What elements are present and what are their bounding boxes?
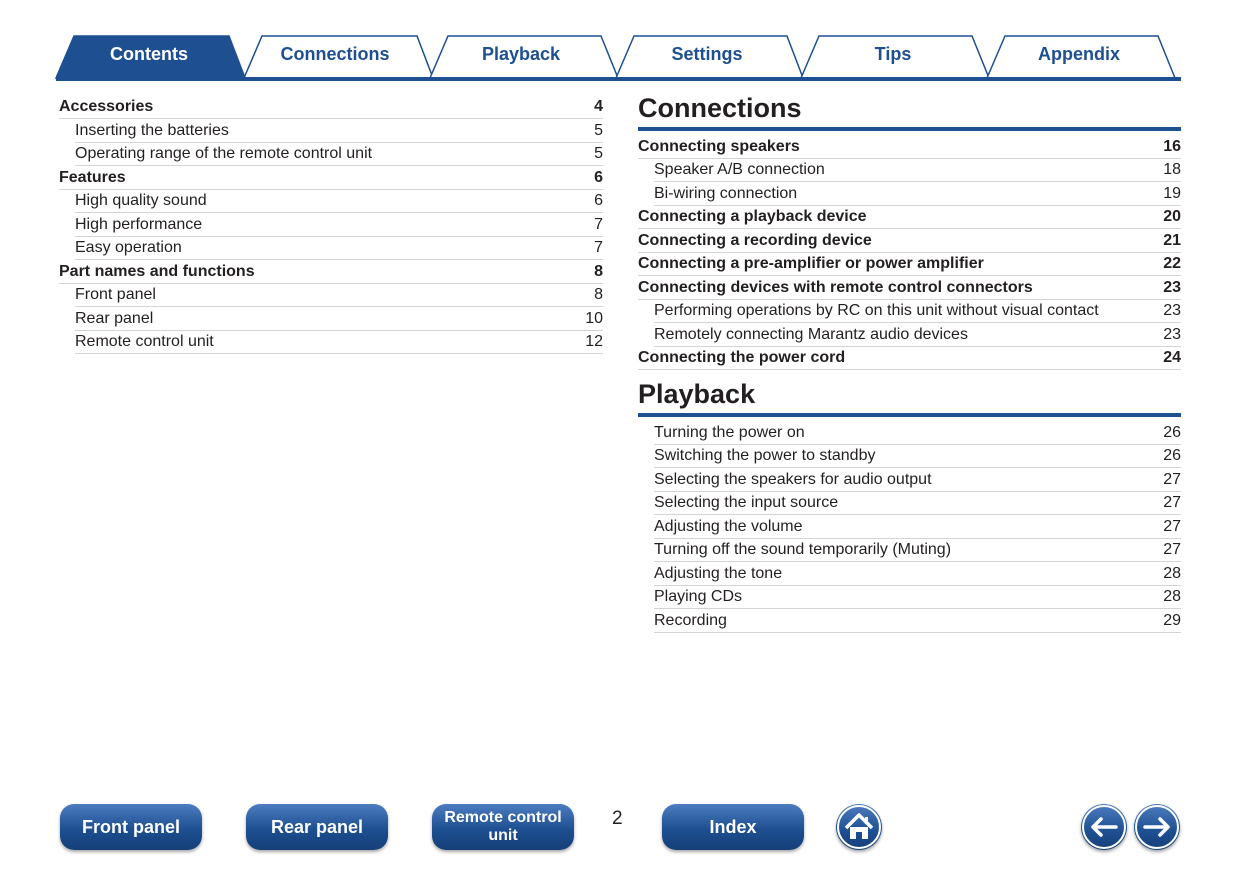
toc-item-title: Adjusting the tone <box>654 565 783 582</box>
toc-item-title: Connecting speakers <box>638 138 800 155</box>
toc-item-page: 23 <box>1163 326 1181 343</box>
toc-item-page: 26 <box>1163 424 1181 441</box>
toc-item-tone[interactable] <box>654 562 1181 586</box>
back-button[interactable] <box>1081 804 1127 850</box>
toc-item-playing-cds[interactable] <box>654 585 1181 609</box>
toc-item-page: 27 <box>1163 518 1181 535</box>
toc-item-title: Front panel <box>75 286 156 303</box>
toc-item-page: 21 <box>1163 232 1181 249</box>
tab-baseline <box>56 77 1181 81</box>
toc-item-page: 19 <box>1163 185 1181 202</box>
rear-panel-label: Rear panel <box>270 817 364 837</box>
toc-item-page: 23 <box>1163 302 1181 319</box>
toc-item-title: Playing CDs <box>654 588 743 605</box>
tab-contents[interactable]: Contents <box>110 44 188 64</box>
front-panel-button[interactable] <box>60 804 202 850</box>
toc-item-title: Inserting the batteries <box>75 122 229 139</box>
toc-item-title: Easy operation <box>75 239 182 256</box>
toc-item-page: 6 <box>594 169 603 186</box>
forward-button[interactable] <box>1134 804 1180 850</box>
page-number: 2 <box>612 808 623 829</box>
toc-item-playback-device[interactable] <box>638 205 1181 229</box>
toc-item-rc-without-visual[interactable] <box>654 299 1181 323</box>
toc-item-volume[interactable] <box>654 515 1181 539</box>
toc-item-title: Selecting the speakers for audio output <box>654 471 932 488</box>
toc-item-title: Rear panel <box>75 310 154 327</box>
toc-item-page: 27 <box>1163 541 1181 558</box>
toc-item-page: 8 <box>594 286 603 303</box>
toc-item-title: Adjusting the volume <box>654 518 803 535</box>
toc-item-page: 22 <box>1163 255 1181 272</box>
toc-item-title: Remote control unit <box>75 333 214 350</box>
tab-bar <box>0 0 1240 82</box>
toc-item-page: 8 <box>594 263 603 280</box>
toc-item-page: 5 <box>594 122 603 139</box>
toc-item-marantz-devices[interactable] <box>654 323 1181 347</box>
toc-item-recording[interactable] <box>654 609 1181 633</box>
toc-item-title: Turning the power on <box>654 424 805 441</box>
toc-item-page: 5 <box>594 145 603 162</box>
toc-item-select-speakers[interactable] <box>654 468 1181 492</box>
toc-item-page: 26 <box>1163 447 1181 464</box>
toc-item-title: High quality sound <box>75 192 207 209</box>
toc-item-title: Switching the power to standby <box>654 447 876 464</box>
toc-item-page: 28 <box>1163 565 1181 582</box>
toc-item-easy-operation[interactable] <box>75 236 603 260</box>
toc-item-title: Features <box>59 169 126 186</box>
toc-item-page: 16 <box>1163 138 1181 155</box>
remote-control-label-line1: Remote control <box>444 809 562 826</box>
toc-item-power-on[interactable] <box>654 421 1181 445</box>
home-button[interactable] <box>836 804 882 850</box>
toc-item-inserting-batteries[interactable] <box>75 119 603 143</box>
toc-item-title: Connecting a pre-amplifier or power amplifier <box>638 255 984 272</box>
toc-item-title: Operating range of the remote control unit <box>75 145 373 162</box>
toc-item-high-quality-sound[interactable] <box>75 189 603 213</box>
toc-item-page: 28 <box>1163 588 1181 605</box>
front-panel-label: Front panel <box>82 817 180 837</box>
toc-item-rear-panel[interactable] <box>75 307 603 331</box>
section-rule <box>638 127 1181 131</box>
arrow-left-icon <box>1081 804 1127 850</box>
toc-item-part-names[interactable] <box>59 260 603 284</box>
toc-item-title: Connecting devices with remote control connectors <box>638 279 1033 296</box>
tab-playback[interactable]: Playback <box>481 44 561 64</box>
toc-item-muting[interactable] <box>654 538 1181 562</box>
toc-item-page: 27 <box>1163 471 1181 488</box>
remote-control-label-line2: unit <box>488 827 518 844</box>
toc-item-title: Recording <box>654 612 727 629</box>
toc-item-title: Speaker A/B connection <box>654 161 825 178</box>
rear-panel-button[interactable] <box>246 804 388 850</box>
toc-item-title: Connecting the power cord <box>638 349 846 366</box>
toc-item-page: 7 <box>594 216 603 233</box>
tab-appendix[interactable]: Appendix <box>1037 44 1120 64</box>
toc-item-page: 6 <box>594 192 603 209</box>
remote-control-unit-button[interactable] <box>432 804 574 850</box>
toc-item-title: Connecting a recording device <box>638 232 872 249</box>
toc-item-page: 29 <box>1163 612 1181 629</box>
tab-settings[interactable]: Settings <box>671 44 743 64</box>
toc-item-accessories[interactable] <box>59 95 603 119</box>
toc-item-remote-control-unit[interactable] <box>75 330 603 354</box>
toc-item-operating-range[interactable] <box>75 142 603 166</box>
toc-item-page: 27 <box>1163 494 1181 511</box>
toc-item-pre-amplifier[interactable] <box>638 252 1181 276</box>
toc-item-title: Performing operations by RC on this unit without visual contact <box>654 302 1099 319</box>
toc-item-page: 20 <box>1163 208 1181 225</box>
toc-item-standby[interactable] <box>654 444 1181 468</box>
toc-item-connecting-speakers[interactable] <box>638 135 1181 159</box>
section-heading: Playback <box>638 379 756 409</box>
toc-item-high-performance[interactable] <box>75 213 603 237</box>
section-heading: Connections <box>638 93 802 123</box>
toc-item-power-cord[interactable] <box>638 346 1181 370</box>
index-button[interactable] <box>662 804 804 850</box>
toc-item-front-panel[interactable] <box>75 283 603 307</box>
tab-shapes <box>0 0 1240 82</box>
tab-tips[interactable]: Tips <box>874 44 912 64</box>
toc-item-page: 10 <box>585 310 603 327</box>
toc-item-recording-device[interactable] <box>638 229 1181 253</box>
toc-item-title: Part names and functions <box>59 263 255 280</box>
toc-item-title: Remotely connecting Marantz audio devices <box>654 326 968 343</box>
toc-item-title: Connecting a playback device <box>638 208 867 225</box>
toc-item-page: 4 <box>594 98 603 115</box>
toc-item-title: Bi-wiring connection <box>654 185 798 202</box>
toc-item-input-source[interactable] <box>654 491 1181 515</box>
toc-item-title: Selecting the input source <box>654 494 839 511</box>
toc-item-page: 7 <box>594 239 603 256</box>
toc-item-bi-wiring[interactable] <box>654 182 1181 206</box>
home-icon <box>836 804 882 850</box>
toc-item-page: 12 <box>585 333 603 350</box>
toc-item-speaker-ab[interactable] <box>654 158 1181 182</box>
arrow-right-icon <box>1134 804 1180 850</box>
toc-item-title: Accessories <box>59 98 154 115</box>
toc-item-page: 24 <box>1163 349 1181 366</box>
section-rule <box>638 413 1181 417</box>
toc-item-title: Turning off the sound temporarily (Muting) <box>654 541 952 558</box>
toc-item-features[interactable] <box>59 166 603 190</box>
index-label: Index <box>709 817 757 837</box>
toc-item-title: High performance <box>75 216 203 233</box>
toc-item-page: 18 <box>1163 161 1181 178</box>
toc-item-remote-connectors[interactable] <box>638 276 1181 300</box>
toc-item-page: 23 <box>1163 279 1181 296</box>
tab-connections[interactable]: Connections <box>280 44 390 64</box>
